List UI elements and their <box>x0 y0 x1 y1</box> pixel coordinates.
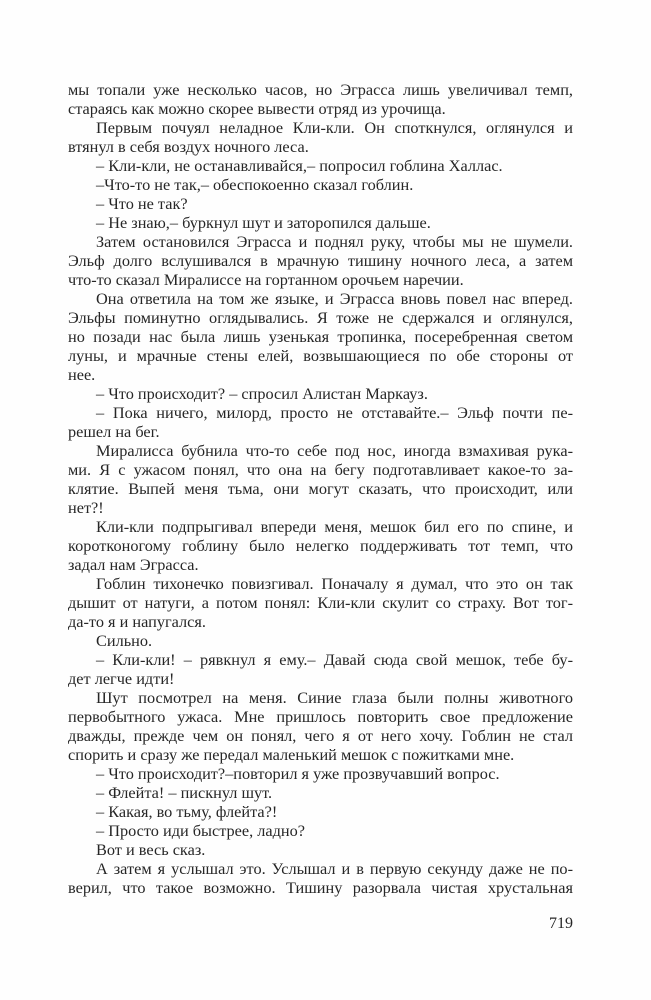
text-line: Первым почуял неладное Кли-кли. Он споткнулся, оглянулся и <box>96 118 573 137</box>
text-line: Шут посмотрел на меня. Синие глаза были полны животного <box>96 688 573 707</box>
text-line: первобытного ужаса. Мне пришлось повторить свое предложение <box>68 707 573 726</box>
text-line: клятие. Выпей меня тьма, они могут сказать, что происходит, или <box>68 479 573 498</box>
paragraph <box>68 384 573 403</box>
text-line: втянул в себя воздух ночного леса. <box>68 137 309 156</box>
text-line: Гоблин тихонечко повизгивал. Поначалу я думал, что это он так <box>96 574 573 593</box>
text-line: Затем остановился Эграсса и поднял руку, чтобы мы не шумели. <box>96 232 573 251</box>
paragraph <box>68 650 573 688</box>
text-line: луны, и мрачные стены елей, возвышающиеся по обе стороны от <box>68 346 573 365</box>
text-line: нет?! <box>68 498 104 517</box>
paragraph <box>68 517 573 574</box>
paragraph <box>68 840 573 859</box>
text-line: дышит от натуги, а потом понял: Кли-кли скулит со страху. Вот тог- <box>68 593 573 612</box>
text-line: – Просто иди быстрее, ладно? <box>96 821 305 840</box>
text-line: что-то сказал Миралиссе на гортанном орочьем наречии. <box>68 270 464 289</box>
text-line: ми. Я с ужасом понял, что она на бегу подготавливает какое-то за- <box>68 460 573 479</box>
text-line: Сильно. <box>96 631 153 650</box>
paragraph <box>68 764 573 783</box>
paragraph <box>68 441 573 517</box>
paragraph <box>68 859 573 897</box>
text-line: – Пока ничего, милорд, просто не отставайте.– Эльф почти пе- <box>96 403 573 422</box>
paragraph <box>68 118 573 156</box>
text-line: –Что-то не так,– обеспокоенно сказал гоблин. <box>96 175 414 194</box>
paragraph <box>68 232 573 289</box>
text-line: Кли-кли подпрыгивал впереди меня, мешок бил его по спине, и <box>96 517 573 536</box>
text-line: спорить и сразу же передал маленький мешок с пожитками мне. <box>68 745 515 764</box>
paragraph <box>68 175 573 194</box>
text-line: – Кли-кли, не останавливайся,– попросил гоблина Халлас. <box>96 156 503 175</box>
text-line: но позади нас была лишь узенькая тропинка, посеребренная светом <box>68 327 573 346</box>
text-line: – Что не так? <box>96 194 188 213</box>
paragraph <box>68 783 573 802</box>
text-line: коротконогому гоблину было нелегко поддерживать тот темп, что <box>68 536 573 555</box>
text-line: Эльф долго вслушивался в мрачную тишину ночного леса, а затем <box>68 251 573 270</box>
paragraph <box>68 156 573 175</box>
paragraph <box>68 403 573 441</box>
text-line: задал нам Эграсса. <box>68 555 199 574</box>
text-line: – Что происходит?–повторил я уже прозвучавший вопрос. <box>96 764 500 783</box>
text-line: нее. <box>68 365 96 384</box>
text-line: решел на бег. <box>68 422 160 441</box>
text-line: – Флейта! – пискнул шут. <box>96 783 273 802</box>
page-number: 719 <box>549 915 573 932</box>
text-line: Вот и весь сказ. <box>96 840 206 859</box>
text-line: А затем я услышал это. Услышал и в первую секунду даже не по- <box>96 859 573 878</box>
text-line: мы топали уже несколько часов, но Эграсса лишь увеличивал темп, <box>68 80 573 99</box>
text-line: Эльфы поминутно оглядывались. Я тоже не сдержался и оглянулся, <box>68 308 573 327</box>
paragraph <box>68 802 573 821</box>
paragraph <box>68 631 573 650</box>
text-line: дважды, прежде чем он понял, чего я от него хочу. Гоблин не стал <box>68 726 573 745</box>
paragraph <box>68 80 573 118</box>
text-line: да-то я и напугался. <box>68 612 206 631</box>
paragraph <box>68 289 573 384</box>
text-line: – Что происходит? – спросил Алистан Маркауз. <box>96 384 428 403</box>
text-line: стараясь как можно скорее вывести отряд из урочища. <box>68 99 446 118</box>
paragraph <box>68 194 573 213</box>
body-text <box>68 80 573 897</box>
text-line: – Какая, во тьму, флейта?! <box>96 802 278 821</box>
paragraph <box>68 213 573 232</box>
text-line: – Не знаю,– буркнул шут и заторопился дальше. <box>96 213 431 232</box>
paragraph <box>68 821 573 840</box>
text-line: Она ответила на том же языке, и Эграсса вновь повел нас вперед. <box>96 289 573 308</box>
text-line: дет легче идти! <box>68 669 175 688</box>
paragraph <box>68 574 573 631</box>
paragraph <box>68 688 573 764</box>
text-line: верил, что такое возможно. Тишину разорвала чистая хрустальная <box>68 878 573 897</box>
text-line: Миралисса бубнила что-то себе под нос, иногда взмахивая рука- <box>96 441 573 460</box>
text-line: – Кли-кли! – рявкнул я ему.– Давай сюда свой мешок, тебе бу- <box>96 650 573 669</box>
